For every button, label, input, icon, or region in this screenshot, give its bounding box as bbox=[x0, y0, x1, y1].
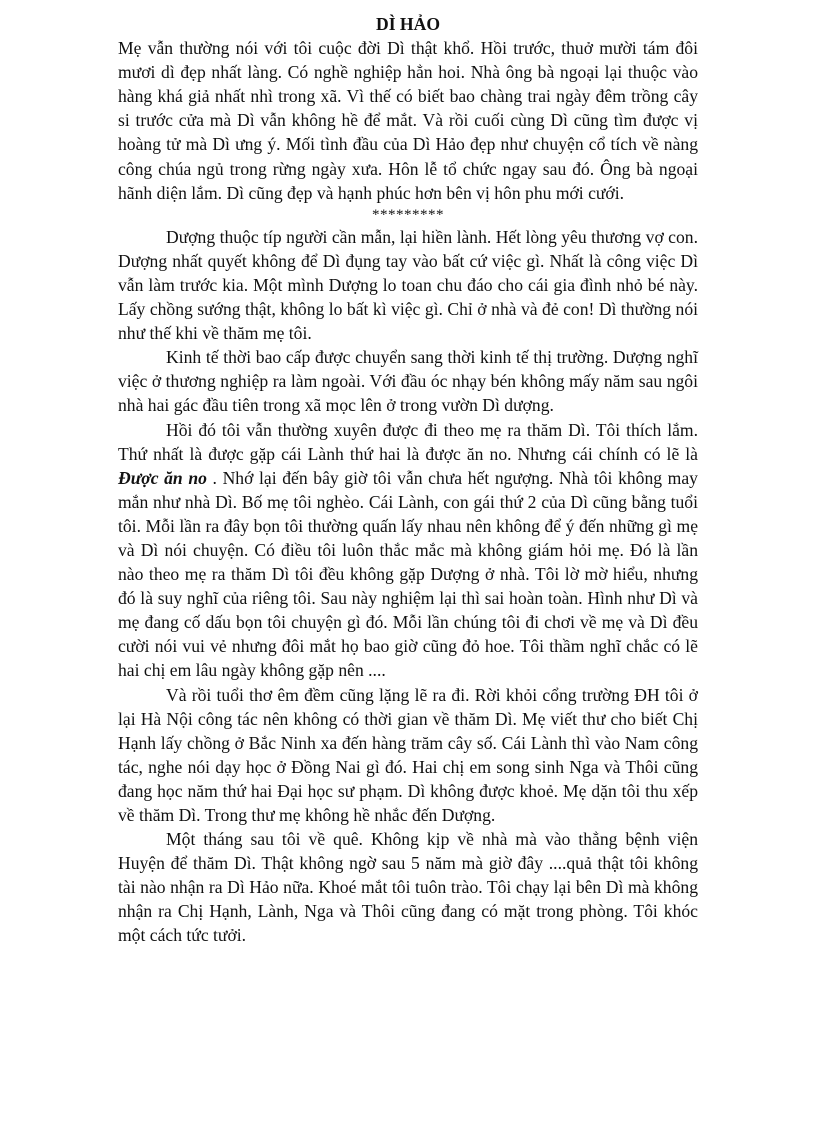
emphasis-text: Được ăn no bbox=[118, 467, 207, 488]
paragraph-3 bbox=[118, 418, 698, 683]
document-title: DÌ HẢO bbox=[375, 14, 441, 34]
section-separator: ********* bbox=[372, 206, 444, 223]
paragraph-3-text-before: Hồi đó tôi vẫn thường xuyên được đi theo mẹ ra thăm Dì. Tôi thích lắm. Thứ nhất là được gặp cái Lành thứ hai là được ăn no. Nhưng cái chính có lẽ là bbox=[118, 419, 698, 464]
paragraph-1: Dượng thuộc típ người cần mẫn, lại hiền lành. Hết lòng yêu thương vợ con. Dượng nhất quyết không để Dì đụng tay vào bất cứ việc gì. Nhất là công việc Dì vẫn làm trước kia. Một mình Dượng lo toan chu đáo cho cái gia đình nhỏ bé này. Lấy chồng sướng thật, không lo bất kì việc gì. Chỉ ở nhà và đẻ con! Dì thường nói như thế khi về thăm mẹ tôi. bbox=[118, 226, 698, 344]
paragraph-2: Kinh tế thời bao cấp được chuyển sang thời kinh tế thị trường. Dượng nghĩ việc ở thương nghiệp ra làm ngoài. Với đầu óc nhạy bén không mấy năm sau ngôi nhà hai gác đầu tiên trong xã mọc lên ở trong vườn Dì dượng. bbox=[118, 347, 698, 416]
paragraph-4: Và rồi tuổi thơ êm đềm cũng lặng lẽ ra đi. Rời khỏi cổng trường ĐH tôi ở lại Hà Nội công tác nên không có thời gian về thăm Dì. Mẹ viết thư cho biết Chị Hạnh lấy chồng ở Bắc Ninh xa đến hàng trăm cây số. Cái Lành thì vào Nam công tác, nghe nói dạy học ở Đồng Nai gì đó. Hai chị em song sinh Nga và Thôi cũng đang học năm thứ hai Đại học sư phạm. Dì không được khoẻ. Mẹ dặn tôi thu xếp về thăm Dì. Trong thư mẹ không hề nhắc đến Dượng. bbox=[118, 684, 698, 825]
paragraph-5: Một tháng sau tôi về quê. Không kịp về nhà mà vào thẳng bệnh viện Huyện để thăm Dì. Thật không ngờ sau 5 năm mà giờ đây ....quả thật tôi không tài nào nhận ra Dì Hảo nữa. Khoé mắt tôi tuôn trào. Tôi chạy lại bên Dì mà không nhận ra Chị Hạnh, Lành, Nga và Thôi cũng đang có mặt trong phòng. Tôi khóc một cách tức tưởi. bbox=[118, 829, 698, 946]
document-page bbox=[118, 12, 698, 948]
paragraph-3-text-after: . Nhớ lại đến bây giờ tôi vẫn chưa hết ngượng. Nhà tôi không may mắn như nhà Dì. Bố mẹ tôi nghèo. Cái Lành, con gái thứ 2 của Dì cũng bằng tuổi tôi. Mỗi lần ra đây bọn tôi thường quấn lấy nhau nên không để ý đến những gì mẹ và Dì nói chuyện. Có điều tôi luôn thắc mắc mà không giám hỏi mẹ. Đó là lần nào theo mẹ ra thăm Dì tôi đều không gặp Dượng ở nhà. Tôi lờ mờ hiểu, nhưng đó là suy nghĩ của riêng tôi. Sau này nghiệm lại thì sai hoàn toàn. Hình như Dì và mẹ đang cố dấu bọn tôi chuyện gì đó. Mỗi lần chúng tôi đi chơi về mẹ và Dì đều cười nói vui vẻ nhưng đôi mắt họ bao giờ cũng đỏ hoe. Tôi thầm nghĩ chắc có lẽ hai chị em lâu ngày không gặp nên .... bbox=[118, 467, 698, 681]
intro-paragraph: Mẹ vẫn thường nói với tôi cuộc đời Dì thật khổ. Hồi trước, thuở mười tám đôi mươi dì đẹp nhất làng. Có nghề nghiệp hẳn hoi. Nhà ông bà ngoại lại thuộc vào hàng khá giả nhất nhì trong xã. Vì thế có biết bao chàng trai ngày đêm trồng cây si trước cửa mà Dì vẫn không hề để mắt. Và rồi cuối cùng Dì cũng tìm được vị hoàng tử mà Dì ưng ý. Mối tình đầu của Dì Hảo đẹp như chuyện cổ tích về nàng công chúa ngủ trong rừng ngày xưa. Hôn lễ tổ chức ngay sau đó. Ông bà ngoại hãnh diện lắm. Dì cũng đẹp và hạnh phúc hơn bên vị hôn phu mới cưới. bbox=[118, 38, 698, 203]
